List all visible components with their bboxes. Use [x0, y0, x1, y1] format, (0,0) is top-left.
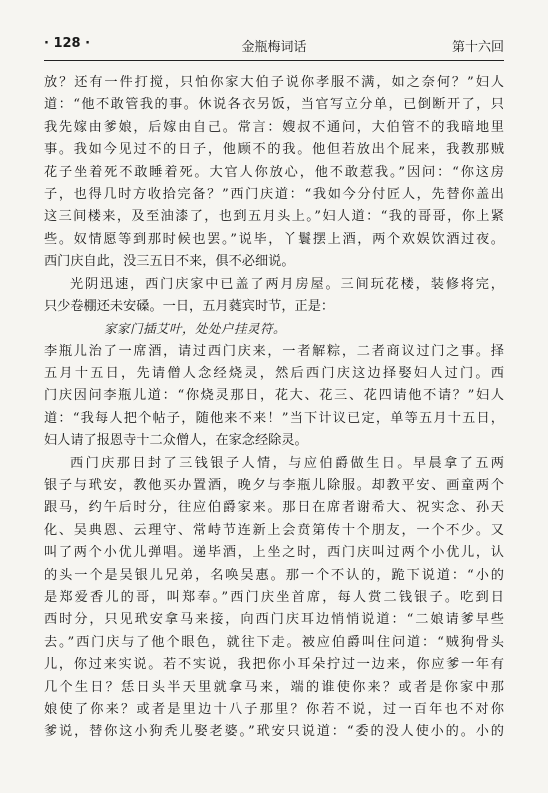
text-line: 银子与玳安，教他买办置酒，晚夕与李瓶儿除服。却教平安、画童两个: [44, 478, 504, 494]
text-line: 我先嫁由爹娘，后嫁由自己。常言：嫂叔不通问，大伯管不的我暗地里: [44, 119, 504, 135]
text-line: 几个生日？恁日头半天里就拿马来，端的谁使你来？或者是你家中那: [44, 679, 504, 695]
text-line: 道：“我每人把个帖子，随他来不来！”当下计议已定，单等五月十五日，: [44, 410, 504, 426]
text-line: 五月十五日，先请僧人念经烧灵，然后西门庆这边择娶妇人过门。西: [44, 366, 504, 382]
text-line: 妇人请了报恩寺十二众僧人，在家念经除灵。: [44, 433, 308, 449]
header-rule: [44, 60, 504, 61]
text-line: 子，也得几时方收拾完备？”西门庆道：“我如今分付匠人，先替你盖出: [44, 186, 504, 202]
text-line: 道：“他不敢管我的事。休说各衣另饭，当官写立分单，已倒断开了，只: [44, 97, 504, 113]
text-line: 西时分，只见玳安拿马来接，向西门庆耳边悄悄说道：“二娘请爹早些: [44, 612, 504, 628]
verse-line: 家家门插艾叶，处处户挂灵符。: [104, 321, 287, 337]
page-body: [44, 72, 504, 744]
text-line: 花子坐着死不敢睡着死。大官人你放心，他不敢惹我。”因问：“你这房: [44, 164, 504, 180]
chapter-title: 第十六回: [451, 40, 504, 55]
text-line: 的头一个是吴银儿兄弟，名唤吴惠。那一个不认的，跪下说道：“小的: [44, 567, 504, 583]
text-line: 去。”西门庆与了他个眼色，就往下走。被应伯爵叫住问道：“贼狗骨头: [44, 634, 504, 650]
text-line: 西门庆自此，没三五日不来，俱不必细说。: [44, 254, 295, 270]
page-number: · 128 ·: [44, 36, 91, 51]
paragraph-start: 光阴迅速，西门庆家中已盖了两月房屋。三间玩花楼，装修将完，: [70, 276, 504, 292]
text-line: 放？还有一件打搅，只怕你家大伯子说你孝服不满，如之奈何？”妇人: [44, 75, 504, 90]
book-title: 金瓶梅词话: [241, 40, 307, 55]
text-line: 只少卷棚还未安磉。一日，五月蕤宾时节，正是：: [44, 298, 335, 314]
text-line: 爹说，替你这小狗秃儿娶老婆。”玳安只说道：“委的没人使小的。小的: [44, 724, 504, 740]
text-line: 化、吴典恩、云理守、常峙节连新上会贲第传十个朋友，一个不少。又: [44, 522, 504, 538]
text-line: 叫了两个小优儿弹唱。递毕酒，上坐之时，西门庆叫过两个小优儿，认: [44, 545, 504, 561]
text-line: 娘使了你来？或者是里边十八子那里？你若不说，过一百年也不对你: [44, 701, 504, 717]
text-line: 李瓶儿治了一席酒，请过西门庆来，一者解粽，二者商议过门之事。择: [44, 343, 504, 359]
text-line: 儿，你过来实说。若不实说，我把你小耳朵拧过一边来，你应爹一年有: [44, 657, 504, 673]
text-line: 门庆因问李瓶儿道：“你烧灵那日，花大、花三、花四请他不请？”妇人: [44, 388, 504, 404]
paragraph-start: 西门庆那日封了三钱银子人情，与应伯爵做生日。早晨拿了五两: [70, 455, 504, 471]
running-header: [44, 36, 504, 58]
text-line: 事。我如今见过不的日子，他顾不的我。他但若放出个屁来，我教那贼: [44, 142, 504, 158]
text-line: 些。奴情愿等到那时候也罢。”说毕，丫鬟摆上酒，两个欢娱饮酒过夜。: [44, 231, 504, 247]
text-line: 跟马，约午后时分，往应伯爵家来。那日在席者谢希大、祝实念、孙天: [44, 500, 504, 516]
text-line: 是郑爱香儿的哥，叫郑奉。”西门庆坐首席，每人赏二钱银子。吃到日: [44, 589, 504, 605]
text-line: 这三间楼来，及至油漆了，也到五月头上。”妇人道：“我的哥哥，你上紧: [44, 209, 504, 225]
